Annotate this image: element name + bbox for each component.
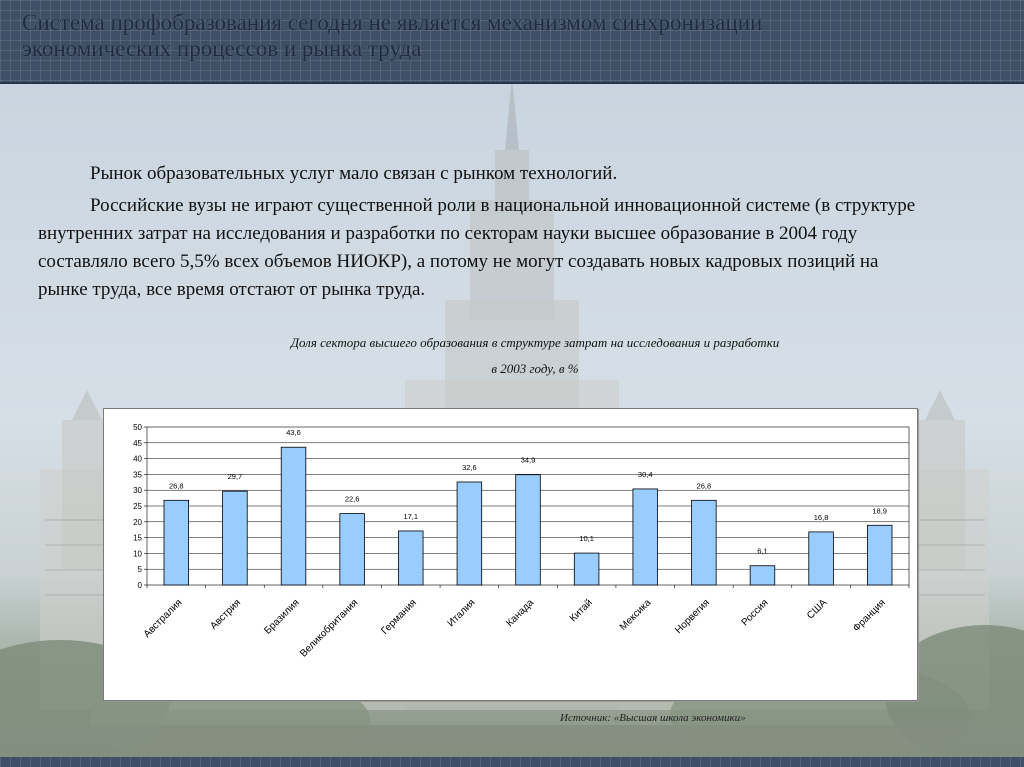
bar xyxy=(340,514,365,585)
y-tick-label: 10 xyxy=(133,549,142,559)
y-tick-label: 45 xyxy=(133,438,142,448)
value-label: 43,6 xyxy=(286,428,301,438)
y-tick-label: 15 xyxy=(133,533,142,543)
x-tick-label: Франция xyxy=(851,597,888,635)
bar xyxy=(750,566,775,585)
x-tick-label: Канада xyxy=(504,597,537,630)
value-label: 6,1 xyxy=(757,546,768,556)
x-tick-label: Россия xyxy=(739,597,771,629)
bar xyxy=(809,532,834,585)
value-label: 10,1 xyxy=(579,534,594,544)
bar xyxy=(574,553,599,585)
bar xyxy=(223,491,248,585)
x-tick-label: Китай xyxy=(567,597,595,625)
x-axis-ticks xyxy=(142,585,909,659)
x-tick-label: Великобритания xyxy=(298,597,361,660)
y-tick-label: 20 xyxy=(133,517,142,527)
chart-caption xyxy=(150,330,920,382)
body-paragraph-2: Российские вузы не играют существенной роли в национальной инновационной системе (в структуре внутренних затрат на исследования и разработки по секторам науки высшее образование в 2004 году составляло всего 5,5% всех объемов НИОКР), а потому не могут создавать новых кадровых позиций на рынке труда, все время отстают от рынка труда. xyxy=(38,195,916,300)
bar xyxy=(633,489,658,585)
bar xyxy=(867,525,892,585)
title-band xyxy=(0,0,1024,84)
bar xyxy=(164,500,189,585)
bar xyxy=(457,482,482,585)
slide-title-line1: Система профобразования сегодня не является механизмом синхронизации xyxy=(22,10,763,35)
x-tick-label: Австралия xyxy=(141,597,185,641)
y-axis-ticks xyxy=(133,423,147,590)
value-label: 29,7 xyxy=(227,472,243,482)
slide-body xyxy=(38,160,918,304)
bar xyxy=(398,531,423,585)
bar xyxy=(692,500,717,585)
bar xyxy=(516,475,541,585)
bar-chart xyxy=(104,409,917,700)
x-tick-label: Италия xyxy=(445,597,478,630)
value-label: 30,4 xyxy=(637,469,653,479)
value-label: 18,9 xyxy=(872,506,887,516)
body-paragraph-1: Рынок образовательных услуг мало связан с рынком технологий. xyxy=(90,163,618,184)
y-tick-label: 35 xyxy=(133,470,142,480)
chart-subtitle: в 2003 году, в % xyxy=(491,361,579,376)
y-tick-label: 5 xyxy=(137,565,142,575)
chart-title: Доля сектора высшего образования в структуре затрат на исследования и разработки xyxy=(290,335,780,350)
value-label: 26,8 xyxy=(169,481,184,491)
value-label: 16,8 xyxy=(813,512,829,522)
x-tick-label: Мексика xyxy=(617,597,654,633)
chart-frame xyxy=(103,408,918,701)
x-tick-label: Германия xyxy=(379,597,419,637)
value-label: 22,6 xyxy=(344,494,360,504)
x-tick-label: Бразилия xyxy=(262,597,302,637)
y-tick-label: 25 xyxy=(133,502,142,511)
value-label: 32,6 xyxy=(462,462,477,472)
value-label: 34,9 xyxy=(520,455,536,465)
value-label: 17,1 xyxy=(403,511,419,521)
y-tick-label: 0 xyxy=(137,581,142,590)
y-tick-label: 50 xyxy=(133,423,142,432)
slide-title-line2: экономических процессов и рынка труда xyxy=(22,36,422,61)
x-tick-label: США xyxy=(805,597,830,622)
x-tick-label: Норвегия xyxy=(673,597,712,637)
y-tick-label: 30 xyxy=(133,486,142,496)
value-label: 26,8 xyxy=(696,481,712,491)
bar xyxy=(281,447,306,585)
slide-title xyxy=(22,10,1002,62)
source-note: Источник: «Высшая школа экономики» xyxy=(560,712,746,724)
y-tick-label: 40 xyxy=(133,454,142,464)
x-tick-label: Австрия xyxy=(208,597,244,633)
bottom-strip xyxy=(0,757,1024,767)
